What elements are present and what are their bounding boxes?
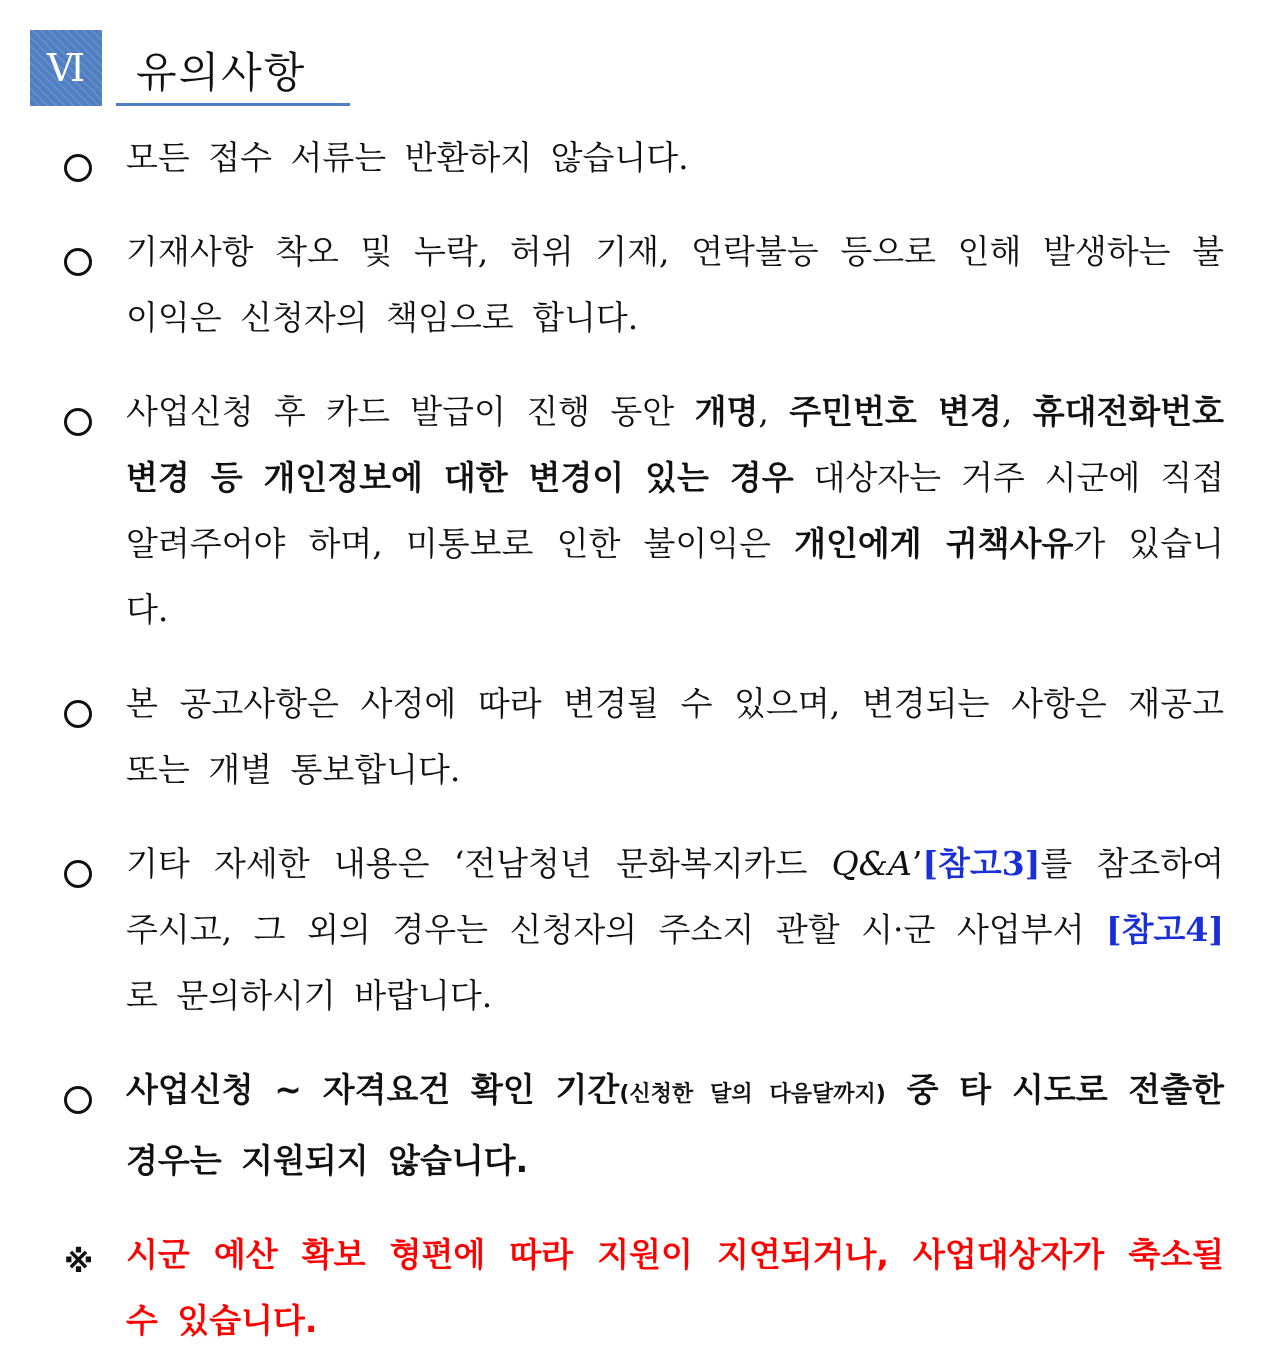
bold-text: 중 타 시도로 전출한 경우는 지원되지 않습니다. <box>126 1070 1224 1180</box>
warning-text: 시군 예산 확보 형편에 따라 지원이 지연되거나, 사업대상자가 축소될 수 있습니다. <box>126 1235 1224 1340</box>
circle-bullet-icon <box>64 679 96 728</box>
circle-bullet-icon <box>64 1065 96 1114</box>
circle-bullet-icon <box>64 133 96 182</box>
text-run: , <box>1001 392 1033 431</box>
item-text: 본 공고사항은 사정에 따라 변경될 수 있으며, 변경되는 사항은 재공고 또는 개별 통보합니다. <box>126 684 1224 789</box>
item-text <box>126 831 1224 1029</box>
circle-bullet-icon <box>64 839 96 888</box>
list-item <box>64 671 1224 803</box>
text-run: , <box>758 392 790 431</box>
notice-list <box>64 125 1224 1354</box>
reference-3-link[interactable]: [참고3] <box>922 844 1041 883</box>
small-note: (신청한 달의 다음달까지) <box>619 1082 886 1107</box>
list-item <box>64 219 1224 351</box>
list-item <box>64 1057 1224 1194</box>
item-text <box>126 379 1224 643</box>
reference-4-link[interactable]: [참고4] <box>1106 910 1224 949</box>
section-title: 유의사항 <box>136 48 307 97</box>
text-run: 기타 자세한 내용은 ‘전남청년 문화복지카드 <box>126 844 832 883</box>
text-run: ’ <box>911 844 923 883</box>
item-text: 기재사항 착오 및 누락, 허위 기재, 연락불능 등으로 인해 발생하는 불이익은 신청자의 책임으로 합니다. <box>126 232 1224 337</box>
text-run: 가 있습니다. <box>126 524 1224 629</box>
bold-text: 주민번호 변경 <box>789 392 1002 431</box>
item-text: 모든 접수 서류는 반환하지 않습니다. <box>126 138 689 177</box>
bold-text: 휴대전화번호 변경 등 개인정보에 대한 변경이 있는 경우 <box>126 392 1225 497</box>
bold-text: 개인에게 귀책사유 <box>794 524 1074 563</box>
item-text <box>126 1057 1224 1194</box>
qa-text: Q&A <box>831 844 912 883</box>
section-number-badge: Ⅵ <box>30 30 102 106</box>
circle-bullet-icon <box>64 227 96 276</box>
text-run: 를 참조하여 주시고, 그 외의 경우는 신청자의 주소지 관할 시·군 사업부서 <box>126 844 1224 949</box>
list-item <box>64 125 1224 191</box>
bold-text: 사업신청 ~ 자격요건 확인 기간 <box>126 1070 620 1109</box>
warning-note <box>64 1222 1224 1354</box>
list-item <box>64 379 1224 643</box>
section-header <box>30 30 350 108</box>
bold-text: 개명 <box>694 392 759 431</box>
text-run: 대상자는 거주 시군에 직접 알려주어야 하며, 미통보로 인한 불이익은 <box>126 458 1225 563</box>
circle-bullet-icon <box>64 387 96 436</box>
reference-mark-icon: ※ <box>64 1245 94 1280</box>
text-run: 사업신청 후 카드 발급이 진행 동안 <box>126 392 695 431</box>
list-item <box>64 831 1224 1029</box>
text-run: 로 문의하시기 바랍니다. <box>126 976 493 1015</box>
section-title-underline <box>116 103 350 106</box>
